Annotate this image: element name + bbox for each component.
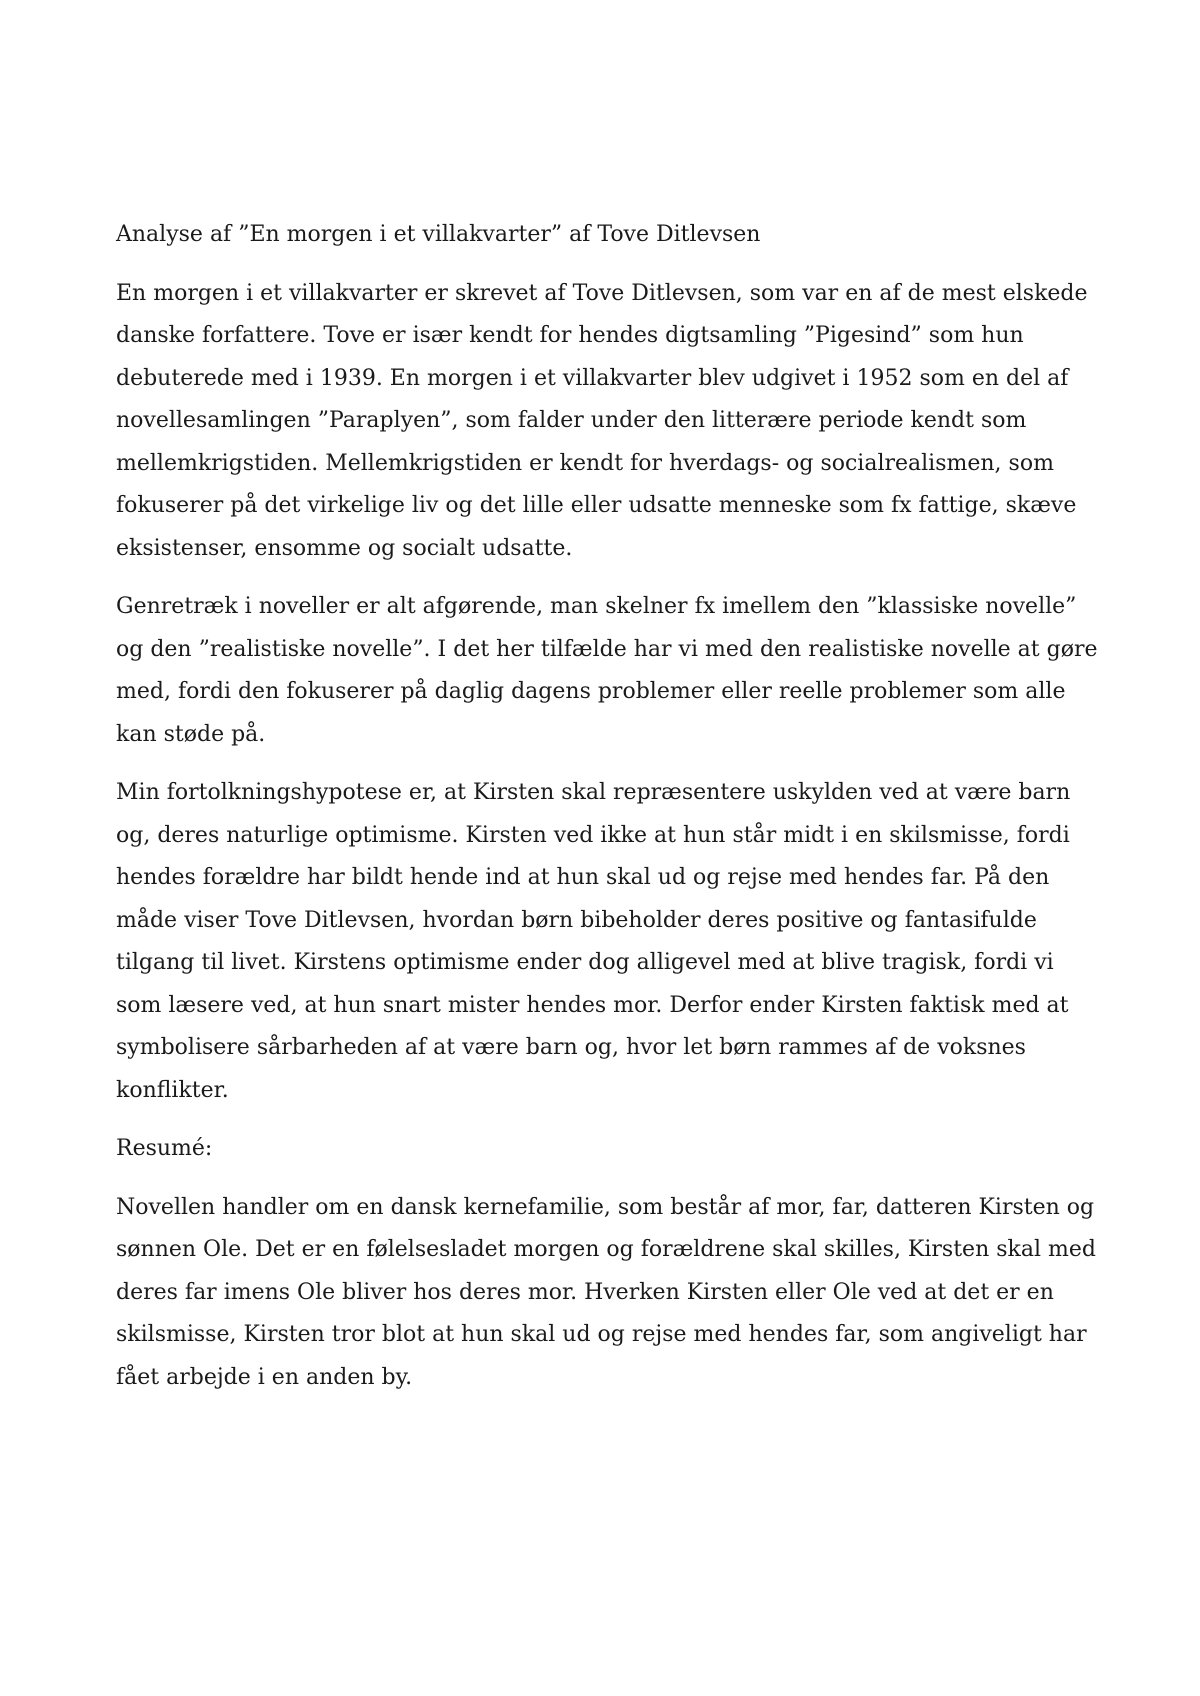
section-heading-resume: Resumé: <box>116 1136 213 1161</box>
document-title: Analyse af ”En morgen i et villakvarter” af Tove Ditlevsen <box>116 222 761 247</box>
paragraph-resume: Novellen handler om en dansk kernefamilie, som består af mor, far, datteren Kirsten og sønnen Ole. Det er en følelsesladet morgen og forældrene skal skilles, Kirsten skal med deres far imens Ole bliver hos deres mor. Hverken Kirsten eller Ole ved at det er en skilsmisse, Kirsten tror blot at hun skal ud og rejse med hendes far, som angiveligt har fået arbejde i en anden by. <box>116 1194 1096 1390</box>
document-page <box>116 214 1106 1415</box>
paragraph-intro: En morgen i et villakvarter er skrevet af Tove Ditlevsen, som var en af de mest elskede danske forfattere. Tove er især kendt for hendes digtsamling ”Pigesind” som hun debuterede med i 1939. En morgen i et villakvarter blev udgivet i 1952 som en del af novellesamlingen ”Paraplyen”, som falder under den litterære periode kendt som mellemkrigstiden. Mellemkrigstiden er kendt for hverdags- og socialrealismen, som fokuserer på det virkelige liv og det lille eller udsatte menneske som fx fattige, skæve eksistenser, ensomme og socialt udsatte. <box>116 280 1088 561</box>
paragraph-genre: Genretræk i noveller er alt afgørende, man skelner fx imellem den ”klassiske novelle” og den ”realistiske novelle”. I det her tilfælde har vi med den realistiske novelle at gøre med, fordi den fokuserer på daglig dagens problemer eller reelle problemer som alle kan støde på. <box>116 594 1098 747</box>
paragraph-hypothesis: Min fortolkningshypotese er, at Kirsten skal repræsentere uskylden ved at være barn og, deres naturlige optimisme. Kirsten ved ikke at hun står midt i en skilsmisse, fordi hendes forældre har bildt hende ind at hun skal ud og rejse med hendes far. På den måde viser Tove Ditlevsen, hvordan børn bibeholder deres positive og fantasifulde tilgang til livet. Kirstens optimisme ender dog alligevel med at blive tragisk, fordi vi som læsere ved, at hun snart mister hendes mor. Derfor ender Kirsten faktisk med at symbolisere sårbarheden af at være barn og, hvor let børn rammes af de voksnes konflikter. <box>116 780 1071 1103</box>
